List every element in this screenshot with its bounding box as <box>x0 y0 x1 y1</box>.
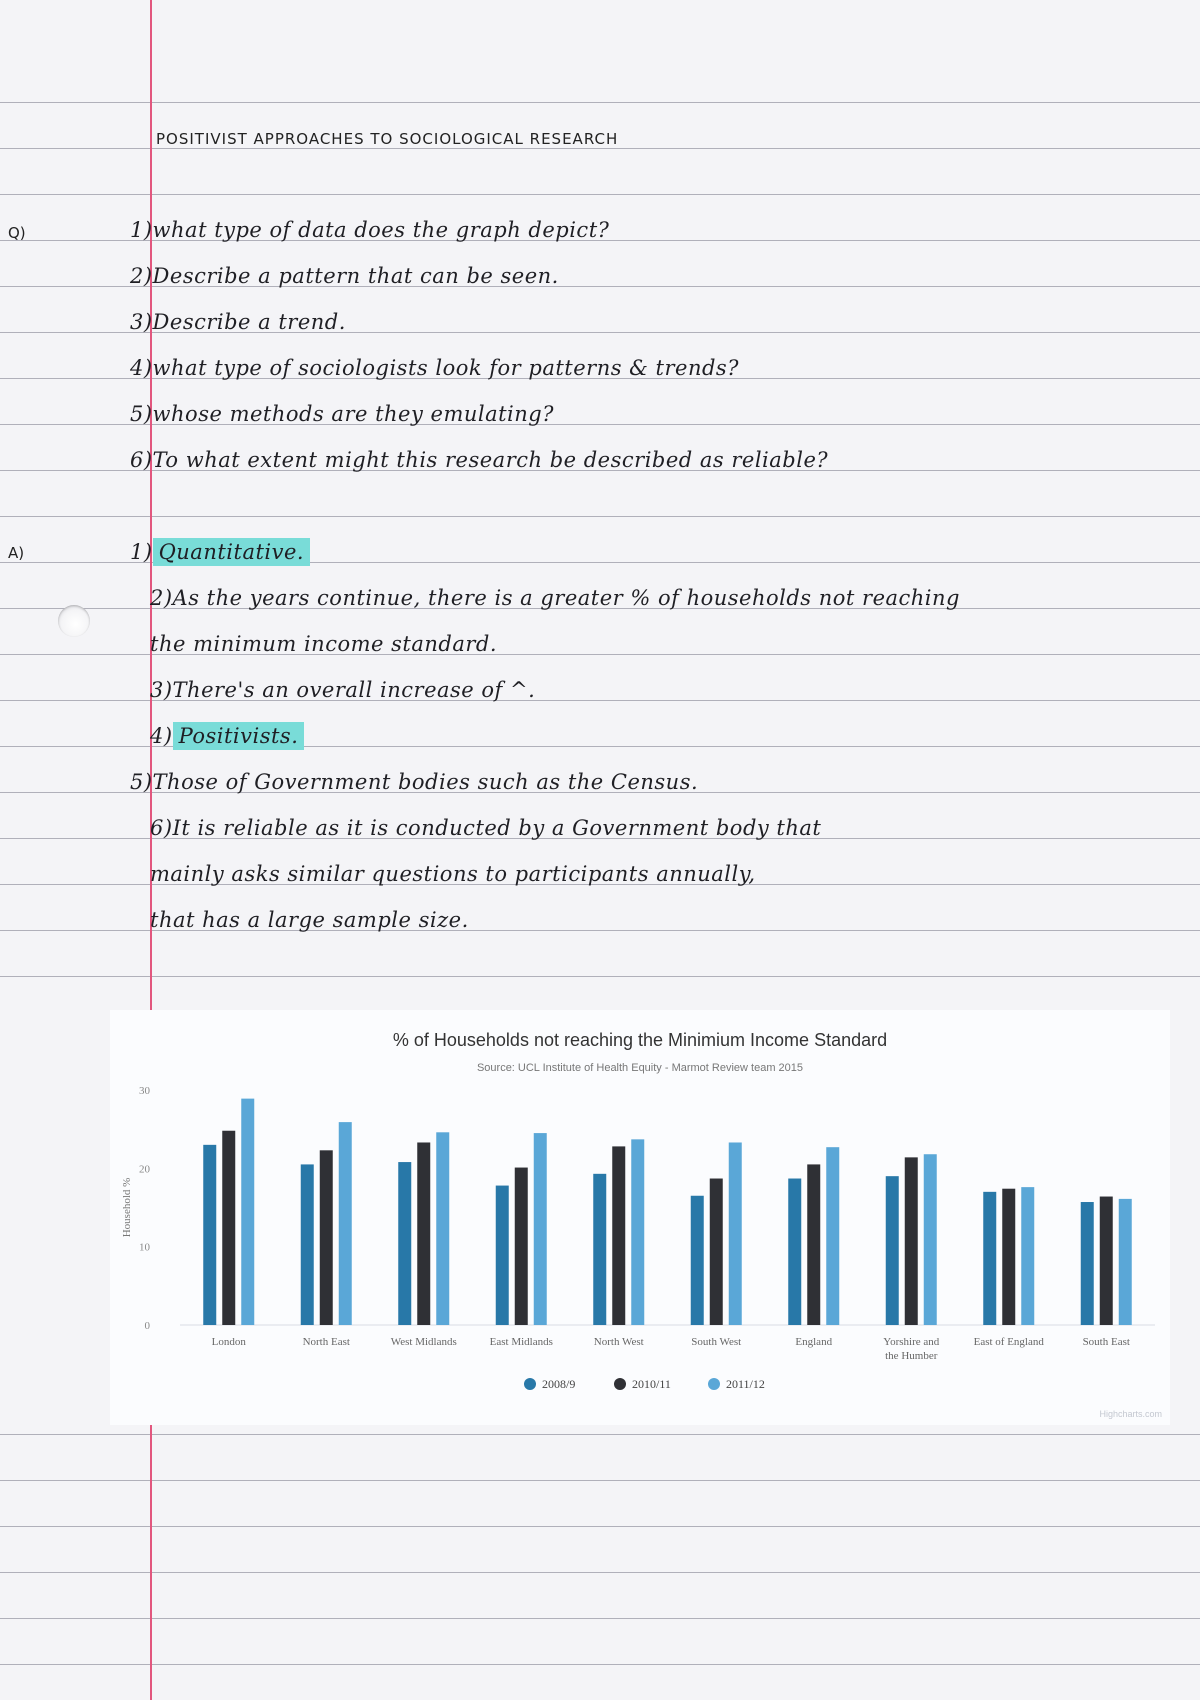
y-tick-label: 20 <box>139 1163 150 1176</box>
x-tick-label: East of England <box>973 1336 1044 1348</box>
x-tick-label: South East <box>1082 1336 1130 1348</box>
answer-6-line-3: that has a large sample size. <box>150 908 469 932</box>
bar-2008/9-West Midlands <box>398 1162 411 1325</box>
ruled-line <box>0 1480 1200 1481</box>
chart-title: % of Households not reaching the Minimium Income Standard <box>392 1030 888 1050</box>
ruled-line <box>0 1526 1200 1527</box>
bar-2008/9-England <box>788 1179 801 1325</box>
bar-2008/9-North West <box>593 1174 606 1325</box>
ruled-line <box>0 102 1200 103</box>
x-tick-label: Yorshire and <box>883 1336 940 1348</box>
questions-marker: Q) <box>8 224 26 242</box>
question-5: 5)whose methods are they emulating? <box>130 402 554 426</box>
answer-3: 3)There's an overall increase of ^. <box>150 678 536 702</box>
bar-2008/9-London <box>203 1145 216 1325</box>
x-tick-label: the Humber <box>885 1350 938 1362</box>
ruled-line <box>0 1434 1200 1435</box>
ruled-line <box>0 1664 1200 1665</box>
bar-2010/11-Yorshire and the Humber <box>905 1157 918 1325</box>
question-4: 4)what type of sociologists look for patterns & trends? <box>130 356 739 380</box>
bar-2010/11-London <box>222 1131 235 1325</box>
answer-4 <box>150 724 304 748</box>
punch-hole <box>58 605 90 637</box>
bar-2010/11-England <box>807 1164 820 1325</box>
bar-2011/12-East of England <box>1021 1187 1034 1325</box>
question-2: 2)Describe a pattern that can be seen. <box>130 264 559 288</box>
x-tick-label: East Midlands <box>489 1336 553 1348</box>
legend-marker <box>614 1378 626 1390</box>
legend-marker <box>708 1378 720 1390</box>
x-tick-label: South West <box>691 1336 742 1348</box>
answer-6-line-1: 6)It is reliable as it is conducted by a Government body that <box>150 816 822 840</box>
question-3: 3)Describe a trend. <box>130 310 346 334</box>
x-tick-label: North West <box>593 1336 644 1348</box>
answer-1 <box>130 540 310 564</box>
bar-2011/12-West Midlands <box>436 1132 449 1325</box>
question-6: 6)To what extent might this research be described as reliable? <box>130 448 829 472</box>
bar-2010/11-West Midlands <box>417 1142 430 1325</box>
x-tick-label: England <box>795 1336 833 1348</box>
legend-label: 2010/11 <box>632 1377 671 1391</box>
bar-2011/12-London <box>241 1099 254 1325</box>
legend-label: 2011/12 <box>726 1377 765 1391</box>
x-tick-label: West Midlands <box>390 1336 457 1348</box>
y-tick-label: 0 <box>144 1320 150 1332</box>
answer-5: 5)Those of Government bodies such as the Census. <box>130 770 699 794</box>
answer-1-highlight: Quantitative. <box>153 538 311 566</box>
ruled-line <box>0 148 1200 149</box>
page-heading: POSITIVIST APPROACHES TO SOCIOLOGICAL RESEARCH <box>156 130 619 148</box>
y-tick-label: 10 <box>139 1241 150 1254</box>
chart-subtitle: Source: UCL Institute of Health Equity - Marmot Review team 2015 <box>476 1062 804 1074</box>
bar-2008/9-East of England <box>983 1192 996 1325</box>
ruled-line <box>0 1618 1200 1619</box>
bar-2010/11-North West <box>612 1146 625 1325</box>
x-tick-label: North East <box>302 1336 350 1348</box>
bar-2011/12-East Midlands <box>534 1133 547 1325</box>
answer-4-highlight: Positivists. <box>173 722 305 750</box>
bar-2010/11-East Midlands <box>515 1168 528 1325</box>
answer-4-number: 4) <box>150 724 173 748</box>
ruled-line <box>0 976 1200 977</box>
bar-2011/12-England <box>826 1147 839 1325</box>
chart-card <box>110 1010 1170 1425</box>
ruled-line <box>0 516 1200 517</box>
bar-2010/11-South West <box>710 1179 723 1325</box>
y-tick-label: 30 <box>139 1085 150 1097</box>
answers-marker: A) <box>8 544 25 562</box>
x-tick-label: London <box>211 1336 246 1348</box>
bar-2010/11-East of England <box>1002 1189 1015 1325</box>
answer-1-number: 1) <box>130 540 153 564</box>
chart-credit: Highcharts.com <box>1099 1409 1162 1419</box>
y-axis-label: Household % <box>121 1177 133 1238</box>
bar-2011/12-South East <box>1119 1199 1132 1325</box>
bar-2008/9-Yorshire and the Humber <box>886 1176 899 1325</box>
question-1: 1)what type of data does the graph depict? <box>130 218 610 242</box>
margin-line <box>150 0 152 1700</box>
ruled-line <box>0 194 1200 195</box>
bar-2011/12-North East <box>339 1122 352 1325</box>
bar-2008/9-East Midlands <box>496 1186 509 1325</box>
legend-label: 2008/9 <box>542 1377 576 1391</box>
bar-2008/9-South East <box>1081 1202 1094 1325</box>
bar-2008/9-North East <box>301 1164 314 1325</box>
bar-2011/12-South West <box>729 1142 742 1325</box>
bar-2010/11-North East <box>320 1150 333 1325</box>
answer-2-line-2: the minimum income standard. <box>150 632 498 656</box>
answer-6-line-2: mainly asks similar questions to participants annually, <box>150 862 756 886</box>
ruled-line <box>0 1572 1200 1573</box>
bar-chart <box>110 1010 1170 1425</box>
legend-marker <box>524 1378 536 1390</box>
bar-2011/12-North West <box>631 1139 644 1325</box>
bar-2008/9-South West <box>691 1196 704 1325</box>
answer-2-line-1: 2)As the years continue, there is a greater % of households not reaching <box>150 586 960 610</box>
bar-2010/11-South East <box>1100 1197 1113 1325</box>
bar-2011/12-Yorshire and the Humber <box>924 1154 937 1325</box>
